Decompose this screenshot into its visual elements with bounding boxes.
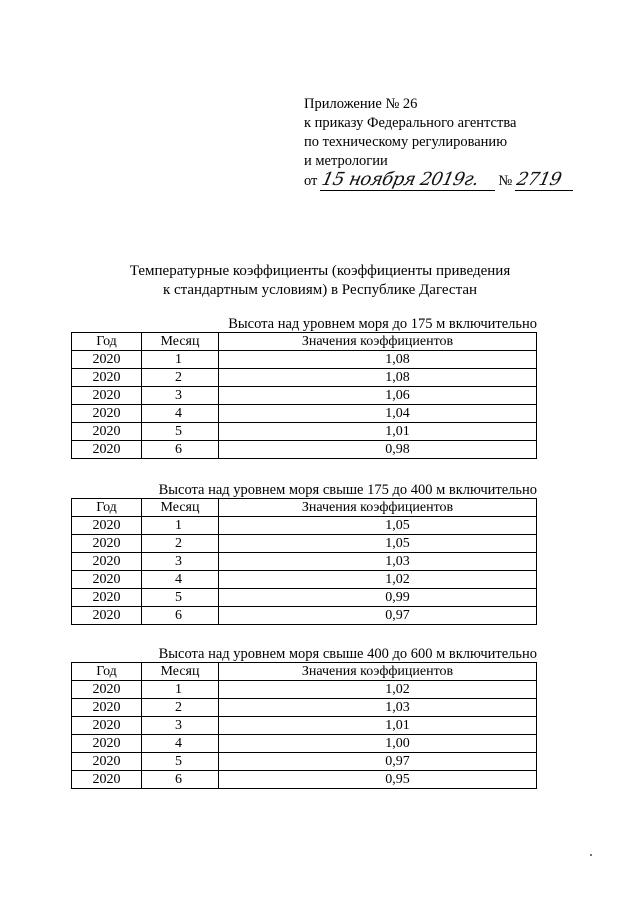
table-row [72, 387, 537, 405]
cell-value: 1,06 [219, 387, 537, 405]
handwritten-date: 15 ноября 2019г. [320, 169, 481, 190]
cell-month: 4 [142, 405, 219, 423]
cell-year: 2020 [72, 771, 142, 789]
table-section-1 [71, 316, 537, 459]
cell-month: 1 [142, 517, 219, 535]
order-date-number [304, 169, 573, 191]
table-header-row [72, 663, 537, 681]
cell-value: 1,00 [219, 735, 537, 753]
table-row [72, 699, 537, 717]
table-header-row [72, 499, 537, 517]
cell-year: 2020 [72, 423, 142, 441]
cell-year: 2020 [72, 351, 142, 369]
table-row [72, 717, 537, 735]
table-section-2 [71, 482, 537, 625]
number-field [515, 169, 573, 191]
cell-month: 2 [142, 699, 219, 717]
cell-year: 2020 [72, 589, 142, 607]
cell-value: 0,97 [219, 607, 537, 625]
table-section-3 [71, 646, 537, 789]
cell-month: 5 [142, 589, 219, 607]
table-row [72, 589, 537, 607]
table-row [72, 423, 537, 441]
title-line-1: Температурные коэффициенты (коэффициенты приведения [129, 263, 511, 279]
table-row [72, 369, 537, 387]
cell-year: 2020 [72, 553, 142, 571]
table-row [72, 753, 537, 771]
cell-value: 1,05 [219, 517, 537, 535]
cell-year: 2020 [72, 699, 142, 717]
cell-value: 1,08 [219, 351, 537, 369]
table-caption: Высота над уровнем моря до 175 м включительно [228, 316, 537, 332]
cell-value: 1,03 [219, 553, 537, 571]
appendix-title: Приложение № 26 [304, 96, 418, 112]
cell-year: 2020 [72, 607, 142, 625]
cell-value: 1,02 [219, 681, 537, 699]
cell-month: 3 [142, 553, 219, 571]
table-caption: Высота над уровнем моря свыше 400 до 600 м включительно [158, 646, 537, 662]
header-value: Значения коэффициентов [219, 663, 537, 681]
cell-month: 1 [142, 681, 219, 699]
coefficients-table [71, 662, 537, 789]
table-row [72, 441, 537, 459]
cell-value: 0,98 [219, 441, 537, 459]
table-row [72, 571, 537, 589]
cell-year: 2020 [72, 571, 142, 589]
cell-month: 6 [142, 441, 219, 459]
cell-value: 1,08 [219, 369, 537, 387]
from-label: от [304, 173, 318, 189]
table-row [72, 771, 537, 789]
table-row [72, 517, 537, 535]
scan-speck [590, 854, 592, 856]
cell-value: 1,03 [219, 699, 537, 717]
header-month: Месяц [142, 499, 219, 517]
cell-value: 0,99 [219, 589, 537, 607]
appendix-agency-line: по техническому регулированию [304, 134, 508, 150]
table-caption: Высота над уровнем моря свыше 175 до 400 м включительно [158, 482, 537, 498]
cell-year: 2020 [72, 387, 142, 405]
coefficients-table [71, 332, 537, 459]
cell-year: 2020 [72, 441, 142, 459]
header-year: Год [72, 663, 142, 681]
table-row [72, 553, 537, 571]
table-row [72, 405, 537, 423]
appendix-order-line: к приказу Федерального агентства [304, 115, 517, 131]
cell-month: 6 [142, 607, 219, 625]
table-row [72, 607, 537, 625]
cell-year: 2020 [72, 681, 142, 699]
cell-month: 6 [142, 771, 219, 789]
table-row [72, 681, 537, 699]
cell-month: 3 [142, 387, 219, 405]
number-label: № [498, 173, 513, 189]
handwritten-number: 2719 [515, 169, 564, 190]
cell-year: 2020 [72, 717, 142, 735]
table-header-row [72, 333, 537, 351]
cell-year: 2020 [72, 535, 142, 553]
cell-year: 2020 [72, 405, 142, 423]
cell-month: 4 [142, 735, 219, 753]
cell-month: 3 [142, 717, 219, 735]
appendix-metrology-line: и метрологии [304, 153, 388, 169]
header-value: Значения коэффициентов [219, 333, 537, 351]
cell-value: 0,97 [219, 753, 537, 771]
cell-year: 2020 [72, 517, 142, 535]
cell-year: 2020 [72, 369, 142, 387]
table-row [72, 351, 537, 369]
cell-month: 5 [142, 753, 219, 771]
appendix-header [304, 95, 573, 191]
cell-month: 4 [142, 571, 219, 589]
header-month: Месяц [142, 333, 219, 351]
header-month: Месяц [142, 663, 219, 681]
cell-value: 1,02 [219, 571, 537, 589]
table-row [72, 735, 537, 753]
cell-value: 1,01 [219, 423, 537, 441]
title-line-2: к стандартным условиям) в Республике Дагестан [162, 282, 478, 298]
header-year: Год [72, 499, 142, 517]
cell-value: 1,04 [219, 405, 537, 423]
coefficients-table [71, 498, 537, 625]
cell-month: 5 [142, 423, 219, 441]
cell-value: 1,01 [219, 717, 537, 735]
table-row [72, 535, 537, 553]
cell-month: 2 [142, 369, 219, 387]
header-value: Значения коэффициентов [219, 499, 537, 517]
cell-month: 2 [142, 535, 219, 553]
date-field [320, 169, 495, 191]
cell-month: 1 [142, 351, 219, 369]
cell-value: 1,05 [219, 535, 537, 553]
cell-year: 2020 [72, 735, 142, 753]
document-title [0, 262, 640, 300]
cell-year: 2020 [72, 753, 142, 771]
cell-value: 0,95 [219, 771, 537, 789]
header-year: Год [72, 333, 142, 351]
